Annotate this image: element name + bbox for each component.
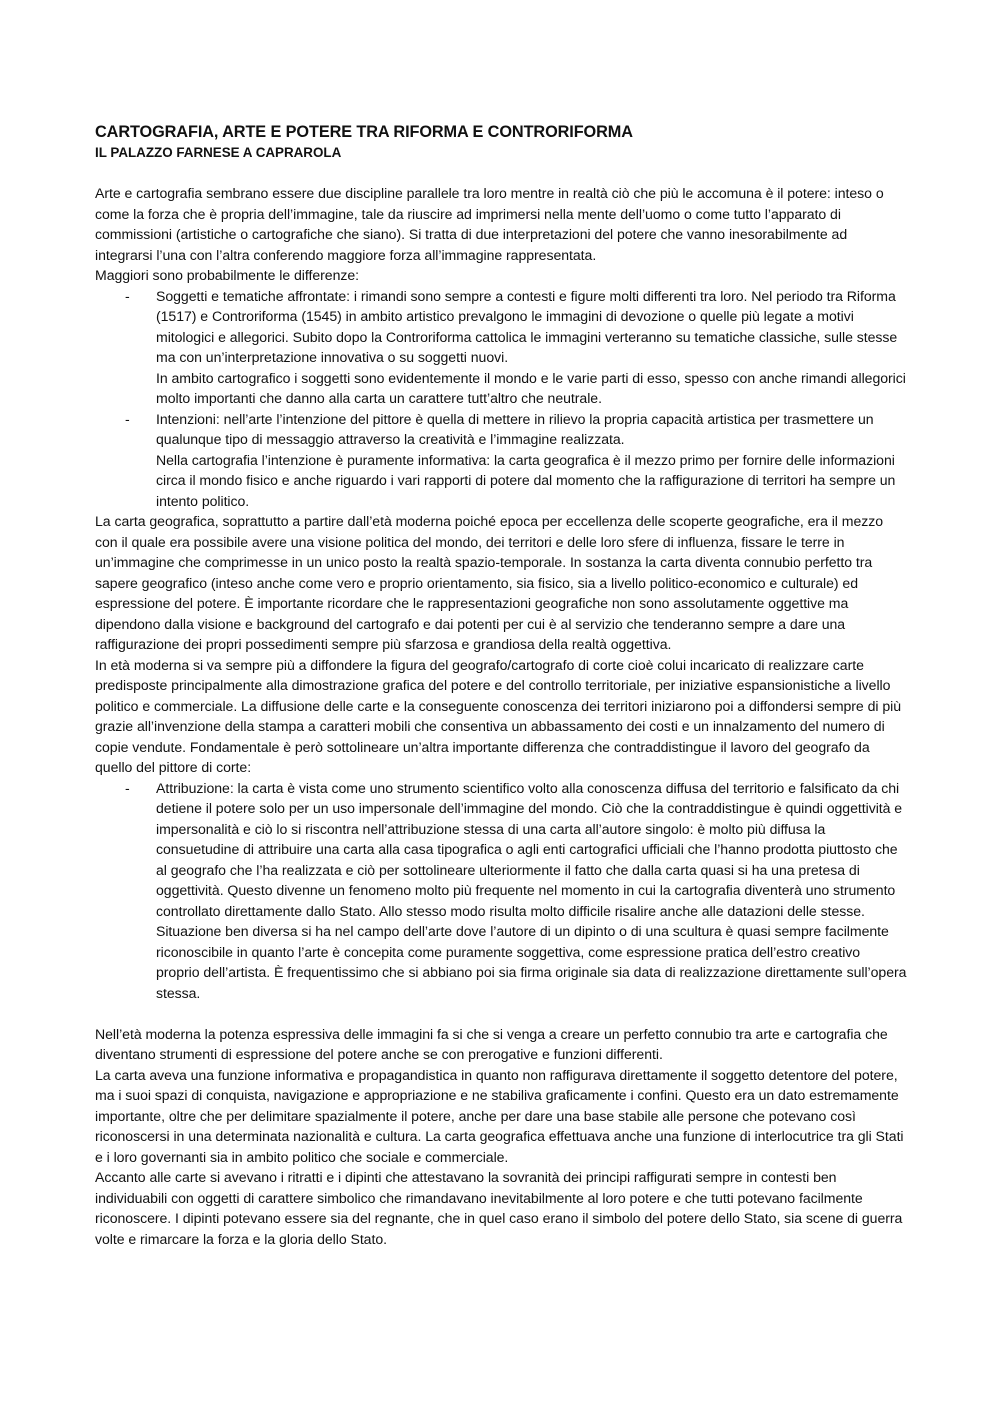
paragraph-portraits: Accanto alle carte si avevano i ritratti e i dipinti che attestavano la sovranità dei principi raffigurati sempre in contesti ben individuabili con oggetti di carattere simbolico che rimandavano inevitabilmente al loro potere e che tutti potevano facilmente riconoscere. I dipinti potevano essere sia del regnante, che in quel caso erano il simbolo del potere dello Stato, sia scene di guerra volte e rimarcare la forza e la gloria dello Stato. [95,1169,903,1247]
list-item-intentions [95,409,907,512]
list-item-text: Intenzioni: nell’arte l’intenzione del pittore è quella di mettere in rilievo la propria capacità artistica per trasmettere un qualunque tipo di messaggio attraverso la creatività e l’immagine realizzata. [156,410,874,447]
list-bullet: - [125,779,130,796]
list-item-continuation: Situazione ben diversa si ha nel campo dell’arte dove l’autore di un dipinto o di una scultura è quasi sempre facilmente riconoscibile in quanto l’arte è concepita come puramente soggettiva, come espressione pratica dell’estro creativo proprio dell’artista. È frequentissimo che si abbiano poi sia firma originale sia data di realizzazione direttamente sull’opera stessa. [156,923,907,1001]
paragraph-modern-map: La carta geografica, soprattutto a partire dall’età moderna poiché epoca per eccellenza delle scoperte geografiche, era il mezzo con il quale era possibile avere una visione politica del mondo, dei territori e delle loro sfere di influenza, fissare le terre in un’immagine che comprimesse in un unico posto la realtà spazio-temporale. In sostanza la carta diventa connubio perfetto tra sapere geografico (inteso anche come vero e proprio orientamento, sia fisico, sia a livello politico-economico e culturale) ed espressione del potere. È importante ricordare che le rappresentazioni geografiche non sono assolutamente oggettive ma dipendono dalla visione e background del cartografo e dai potenti per cui è al servizio che tenderanno sempre a dare una raffigurazione dei propri possedimenti sempre più sfarzosa e grandiosa della realtà oggettiva. [95,513,884,652]
differences-intro: Maggiori sono probabilmente le differenze: [95,267,360,283]
paragraph-map-function: La carta aveva una funzione informativa e propagandistica in quanto non raffigurava direttamente il soggetto detentore del potere, ma i suoi spazi di conquista, navigazione e appropriazione e ne stabiliva graficamente i confini. Questo era un dato estremamente importante, oltre che per delimitare spazialmente il potere, anche per dare una base stabile alle persone che potevano così riconoscersi in una determinata nazionalità e cultura. La carta geografica effettuava anche una funzione di interlocutrice tra gli Stati e i loro governanti sia in ambito politico che sociale e commerciale. [95,1066,904,1165]
paragraph-court-geographer: In età moderna si va sempre più a diffondere la figura del geografo/cartografo di corte cioè colui incaricato di realizzare carte predisposte principalmente alla dimostrazione grafica del potere e del controllo territoriale, per iniziative espansionistiche a livello politico e commerciale. La diffusione delle carte e la conseguente conoscenza dei territori iniziarono poi a diffondersi sempre di più grazie all’invenzione della stampa a caratteri mobili che consentiva un abbassamento dei costi e un innalzamento del numero di copie vendute. Fondamentale è però sottolineare un’altra importante differenza che contraddistingue il lavoro del geografo da quello del pittore di corte: [95,656,901,775]
paragraph-images-power: Nell’età moderna la potenza espressiva delle immagini fa si che si venga a creare un perfetto connubio tra arte e cartografia che diventano strumenti di espressione del potere anche se con prerogative e funzioni differenti. [95,1025,888,1062]
list-item-continuation: Nella cartografia l’intenzione è puramente informativa: la carta geografica è il mezzo primo per fornire delle informazioni circa il mondo fisico e anche riguardo i vari rapporti di potere dal momento che la raffigurazione di territori ha sempre un intento politico. [156,451,896,509]
document-subtitle: IL PALAZZO FARNESE A CAPRAROLA [95,145,342,160]
list-item-attribution [95,778,907,1004]
list-item-text: Attribuzione: la carta è vista come uno strumento scientifico volto alla conoscenza diffusa del territorio e falsificato da chi detiene il potere solo per un uso impersonale dell’immagine del mondo. Ciò che la contraddistingue è quindi oggettività e impersonalità e ciò lo si riscontra nell’attribuzione stessa di una carta all’autore singolo: è molto più diffusa la consuetudine di attribuire una carta alla casa tipografica o agli enti cartografici ufficiali che l’hanno prodotta piuttosto che al geografo che l’ha realizzata e ciò per sottolineare ulteriormente il fatto che dalla carta quasi si ha una pretesa di oggettività. Questo divenne un fenomeno molto più frequente nel momento in cui la cartografia diventerà uno strumento controllato direttamente dallo Stato. Allo stesso modo risulta molto difficile risalire anche alle datazioni delle stesse. [156,779,903,919]
list-item-text: Soggetti e tematiche affrontate: i rimandi sono sempre a contesti e figure molti differenti tra loro. Nel periodo tra Riforma (1517) e Controriforma (1545) in ambito artistico prevalgono le immagini di devozione o quelle più legate a motivi mitologici e allegorici. Subito dopo la Controriforma cattolica le immagini verteranno su tematiche classiche, sulle stesse ma con un’interpretazione innovativa o su soggetti nuovi. [156,287,898,365]
list-bullet: - [125,287,130,304]
attribution-list [95,778,907,1004]
list-bullet: - [125,410,130,427]
differences-list [95,286,907,512]
document-page [95,121,907,1249]
paragraph-spacer [95,1003,907,1024]
list-item-continuation: In ambito cartografico i soggetti sono evidentemente il mondo e le varie parti di esso, spesso con anche rimandi allegorici molto importanti che danno alla carta un carattere tutt’altro che neutrale. [156,369,906,406]
intro-paragraph: Arte e cartografia sembrano essere due discipline parallele tra loro mentre in realtà ciò che più le accomuna è il potere: inteso o come la forza che è propria dell’immagine, tale da riuscire ad imprimersi nella mente dell’uomo o come tutto l’apparato di commissioni (artistiche o cartografiche che siano). Si tratta di due interpretazioni del potere che vanno inesorabilmente ad integrarsi l’una con l’altra conferendo maggiore forza all’immagine rappresentata. [95,185,884,263]
document-title: CARTOGRAFIA, ARTE E POTERE TRA RIFORMA E CONTRORIFORMA [95,123,633,141]
list-item-subjects [95,286,907,409]
